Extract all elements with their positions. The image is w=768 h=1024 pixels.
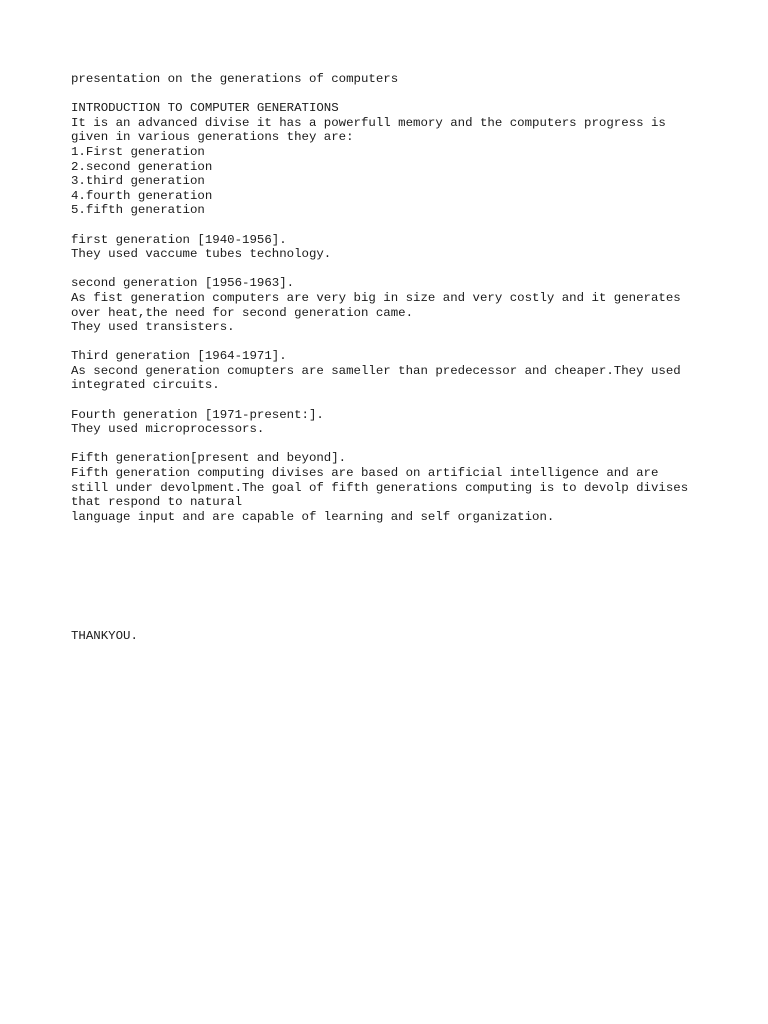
first-generation-heading: first generation [1940-1956]. bbox=[71, 232, 287, 247]
fifth-generation-text: still under devolpment.The goal of fifth generations computing is to devolp divises bbox=[71, 480, 689, 495]
fifth-generation-text: Fifth generation computing divises are based on artificial intelligence and are bbox=[71, 466, 659, 481]
fourth-generation-text: They used microprocessors. bbox=[71, 422, 265, 437]
second-generation-text: As fist generation computers are very big in size and very costly and it generates bbox=[71, 290, 681, 305]
closing-text: THANKYOU. bbox=[71, 629, 138, 643]
fourth-generation-heading: Fourth generation [1971-present:]. bbox=[71, 407, 324, 422]
spacer bbox=[71, 393, 731, 408]
generation-list-item: 2.second generation bbox=[71, 159, 213, 174]
document-title: presentation on the generations of computers bbox=[71, 72, 399, 86]
spacer bbox=[71, 262, 731, 277]
document-body bbox=[71, 72, 731, 524]
third-generation-text: integrated circuits. bbox=[71, 378, 220, 393]
intro-line: It is an advanced divise it has a powerfull memory and the computers progress is bbox=[71, 115, 666, 130]
generation-list-item: 5.fifth generation bbox=[71, 203, 205, 218]
spacer bbox=[71, 437, 731, 452]
generation-list-item: 4.fourth generation bbox=[71, 188, 213, 203]
third-generation-text: As second generation comupters are sameller than predecessor and cheaper.They used bbox=[71, 363, 681, 378]
generation-list-item: 1.First generation bbox=[71, 144, 205, 159]
second-generation-heading: second generation [1956-1963]. bbox=[71, 276, 295, 291]
fifth-generation-text: that respond to natural bbox=[71, 495, 243, 510]
spacer bbox=[71, 87, 731, 102]
fifth-generation-heading: Fifth generation[present and beyond]. bbox=[71, 451, 347, 466]
fifth-generation-text: language input and are capable of learning and self organization. bbox=[71, 509, 555, 524]
spacer bbox=[71, 335, 731, 350]
second-generation-text: They used transisters. bbox=[71, 320, 235, 335]
spacer bbox=[71, 218, 731, 233]
generation-list-item: 3.third generation bbox=[71, 174, 205, 189]
third-generation-heading: Third generation [1964-1971]. bbox=[71, 349, 287, 364]
intro-line: given in various generations they are: bbox=[71, 130, 354, 145]
first-generation-text: They used vaccume tubes technology. bbox=[71, 247, 332, 262]
second-generation-text: over heat,the need for second generation came. bbox=[71, 305, 414, 320]
intro-heading: INTRODUCTION TO COMPUTER GENERATIONS bbox=[71, 101, 339, 116]
